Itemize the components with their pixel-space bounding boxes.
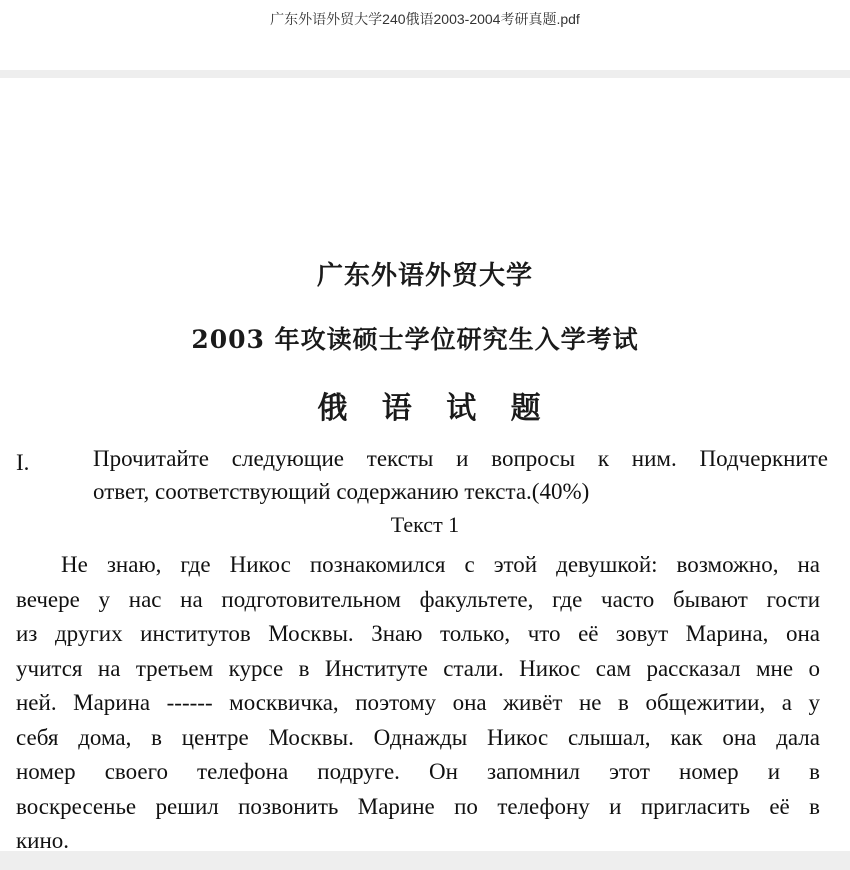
paragraph-line: учится на третьем курсе в Институте стали. Никос сам рассказал мне о <box>16 655 820 681</box>
university-title: 广东外语外贸大学 <box>316 261 533 291</box>
instruction-line: Прочитайте следующие тексты и вопросы к ним. Подчеркните <box>93 446 828 471</box>
paragraph-line: Не знаю, где Никос познакомился с этой девушкой: возможно, на <box>61 552 820 577</box>
paragraph-line: из других институтов Москвы. Знаю только, что её зовут Марина, она <box>16 621 820 646</box>
section-number: I. <box>16 450 30 475</box>
section-instruction <box>93 442 828 508</box>
page-separator-bottom <box>0 851 850 870</box>
paragraph-line: ней. Марина ------ москвичка, поэтому она живёт не в общежитии, а у <box>16 690 820 715</box>
subject-title: 俄 语 试 题 <box>317 391 553 426</box>
page-separator-top <box>0 70 850 78</box>
paragraph-line: вечере у нас на подготовительном факультете, где часто бывают гости <box>16 586 820 612</box>
viewer-header <box>0 0 850 70</box>
paragraph-line: кино. <box>16 828 70 851</box>
file-title: 广东外语外贸大学240俄语2003-2004考研真题.pdf <box>270 11 580 27</box>
reading-paragraph <box>16 548 820 851</box>
document-page <box>0 78 850 851</box>
paragraph-line: номер своего телефона подруге. Он запомнил этот номер и в <box>16 759 820 784</box>
exam-title: 2003 年攻读硕士学位研究生入学考试 <box>191 325 639 354</box>
paragraph-line: воскресенье решил позвонить Марине по телефону и пригласить её в <box>16 793 820 819</box>
text-label: Текст 1 <box>390 512 460 537</box>
instruction-line: ответ, соответствующий содержанию текста.(40%) <box>93 479 590 504</box>
paragraph-line: себя дома, в центре Москвы. Однажды Никос слышал, как она дала <box>16 724 820 750</box>
